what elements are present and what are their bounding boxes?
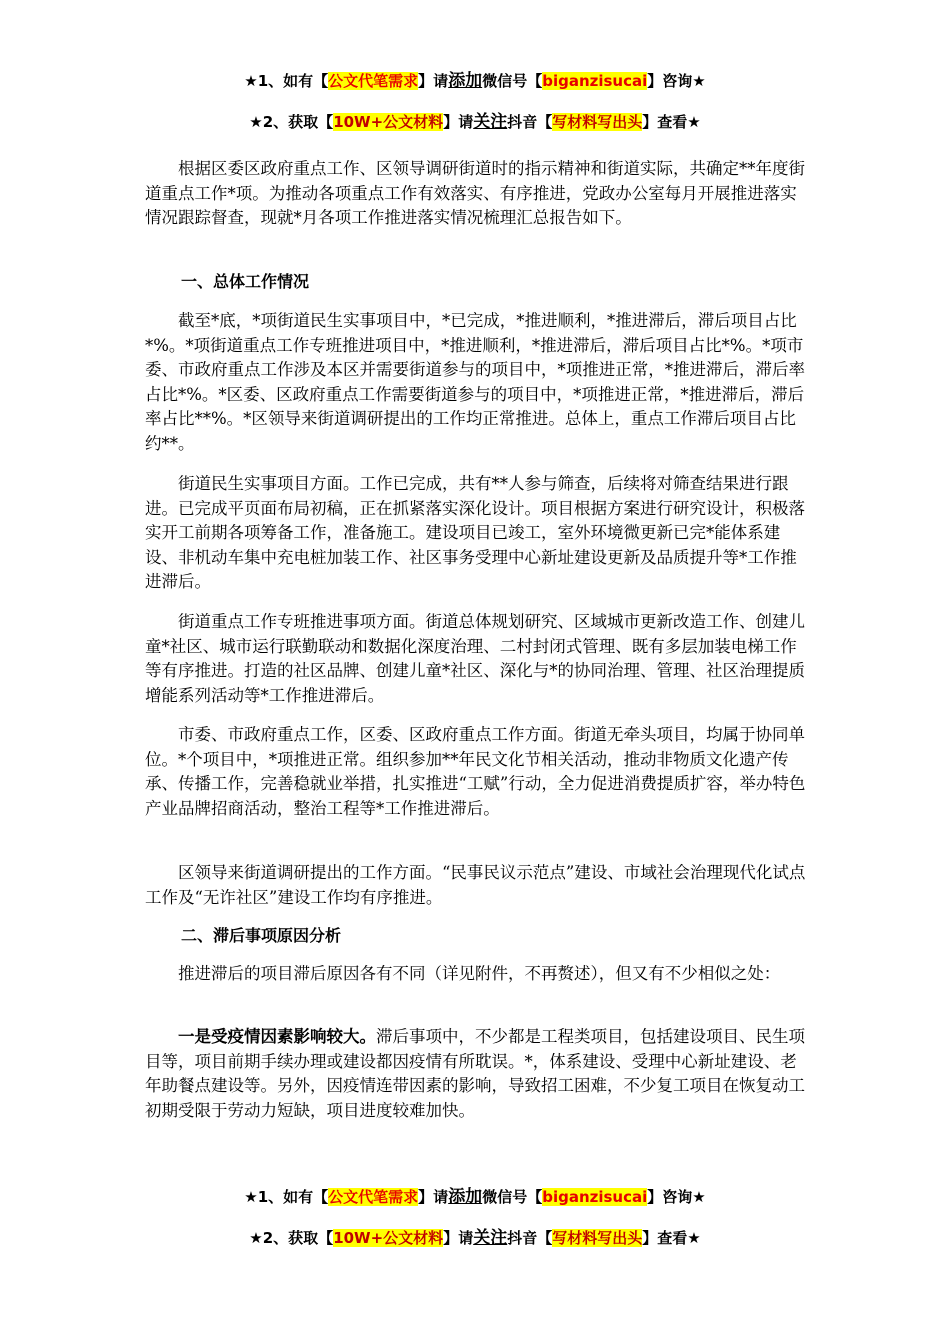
banner-prefix: ★1、如有【 [244, 72, 329, 90]
banner-emphasis: 关注 [473, 1228, 508, 1248]
banner-line-1-bottom [0, 1186, 950, 1208]
banner-emphasis: 关注 [473, 112, 508, 132]
banner-highlight: 10W+公文材料 [333, 113, 444, 131]
paragraph-special-task-force: 街道重点工作专班推进事项方面。街道总体规划研究、区域城市更新改造工作、创建儿童*社区、城市运行联勤联动和数据化深度治理、二村封闭式管理、既有多层加装电梯工作等有序推进。打造的社区品牌、创建儿童*社区、深化与*的协同治理、管理、社区治理提质增能系列活动等*工作推进滞后。 [145, 612, 805, 705]
banner-prefix: ★2、获取【 [249, 113, 334, 131]
banner-text: 微信号【 [482, 72, 543, 90]
banner-suffix: 】查看★ [642, 1229, 701, 1247]
paragraph-municipal-district-work: 市委、市政府重点工作，区委、区政府重点工作方面。街道无牵头项目，均属于协同单位。*个项目中，*项推进正常。组织参加**年民文化节相关活动，推动非物质文化遗产传承、传播工作，完善稳就业举措，扎实推进“工赋”行动，全力促进消费提质扩容，举办特色产业品牌招商活动，整治工程等*工作推进滞后。 [145, 725, 806, 818]
banner-suffix: 】查看★ [642, 113, 701, 131]
banner-text: 微信号【 [482, 1188, 543, 1206]
paragraph-epidemic-impact [145, 1025, 810, 1123]
banner-text: 抖音【 [507, 1229, 553, 1247]
paragraph-delay-reasons-intro: 推进滞后的项目滞后原因各有不同（详见附件，不再赘述），但又有不少相似之处： [178, 964, 781, 983]
section-heading-delay-analysis: 二、滞后事项原因分析 [181, 926, 342, 945]
banner-line-1-top [0, 70, 950, 92]
banner-douyin-id: 写材料写出头 [552, 1229, 643, 1247]
banner-wechat-id: biganzisucai [542, 72, 648, 90]
banner-suffix: 】咨询★ [647, 72, 706, 90]
banner-text: 】请 [418, 1188, 449, 1206]
paragraph-overall-summary: 截至*底，*项街道民生实事项目中，*已完成，*推进顺利，*推进滞后，滞后项目占比*%。*项街道重点工作专班推进项目中，*推进顺利，*推进滞后，滞后项目占比*%。*项市委、市政府重点工作涉及本区并需要街道参与的项目中，*项推进正常，*推进滞后，滞后率占比*%。*区委、区政府重点工作需要街道参与的项目中，*项推进正常，*推进滞后，滞后率占比**%。*区领导来街道调研提出的工作均正常推进。总体上，重点工作滞后项目占比约**。 [145, 311, 805, 453]
banner-prefix: ★2、获取【 [249, 1229, 334, 1247]
banner-suffix: 】咨询★ [647, 1188, 706, 1206]
banner-text: 】请 [418, 72, 449, 90]
section-heading-overall: 一、总体工作情况 [181, 272, 310, 291]
paragraph-body: 滞后事项中，不少都是工程类项目，包括建设项目、民生项目等，项目前期手续办理或建设都因疫情有所耽误。*，体系建设、受理中心新址建设、老年助餐点建设等。另外，因疫情连带因素的影响，导致招工困难，不少复工项目在恢复动工初期受限于劳动力短缺，项目进度较难加快。 [145, 1027, 805, 1120]
banner-wechat-id: biganzisucai [542, 1188, 648, 1206]
banner-emphasis: 添加 [448, 71, 483, 91]
paragraph-lead-phrase: 一是受疫情因素影响较大。 [178, 1027, 376, 1046]
banner-line-2-bottom [0, 1227, 950, 1249]
intro-paragraph: 根据区委区政府重点工作、区领导调研街道时的指示精神和街道实际，共确定**年度街道重点工作*项。为推动各项重点工作有效落实、有序推进，党政办公室每月开展推进落实情况跟踪督查，现就*月各项工作推进落实情况梳理汇总报告如下。 [145, 159, 805, 228]
banner-highlight: 公文代笔需求 [328, 1188, 419, 1206]
paragraph-livelihood-projects: 街道民生实事项目方面。工作已完成，共有**人参与筛查，后续将对筛查结果进行跟进。已完成平页面布局初稿，正在抓紧落实深化设计。项目根据方案进行研究设计，积极落实开工前期各项筹备工作，准备施工。建设项目已竣工，室外环境微更新已完*能体系建设、非机动车集中充电桩加装工作、社区事务受理中心新址建设更新及品质提升等*工作推进滞后。 [145, 474, 805, 592]
paragraph-leader-research: 区领导来街道调研提出的工作方面。“民事民议示范点”建设、市域社会治理现代化试点工作及“无诈社区”建设工作均有序推进。 [145, 863, 806, 907]
banner-line-2-top [0, 111, 950, 133]
banner-text: 】请 [443, 113, 474, 131]
banner-highlight: 10W+公文材料 [333, 1229, 444, 1247]
banner-douyin-id: 写材料写出头 [552, 113, 643, 131]
banner-text: 抖音【 [507, 113, 553, 131]
banner-text: 】请 [443, 1229, 474, 1247]
banner-prefix: ★1、如有【 [244, 1188, 329, 1206]
banner-highlight: 公文代笔需求 [328, 72, 419, 90]
banner-emphasis: 添加 [448, 1187, 483, 1207]
